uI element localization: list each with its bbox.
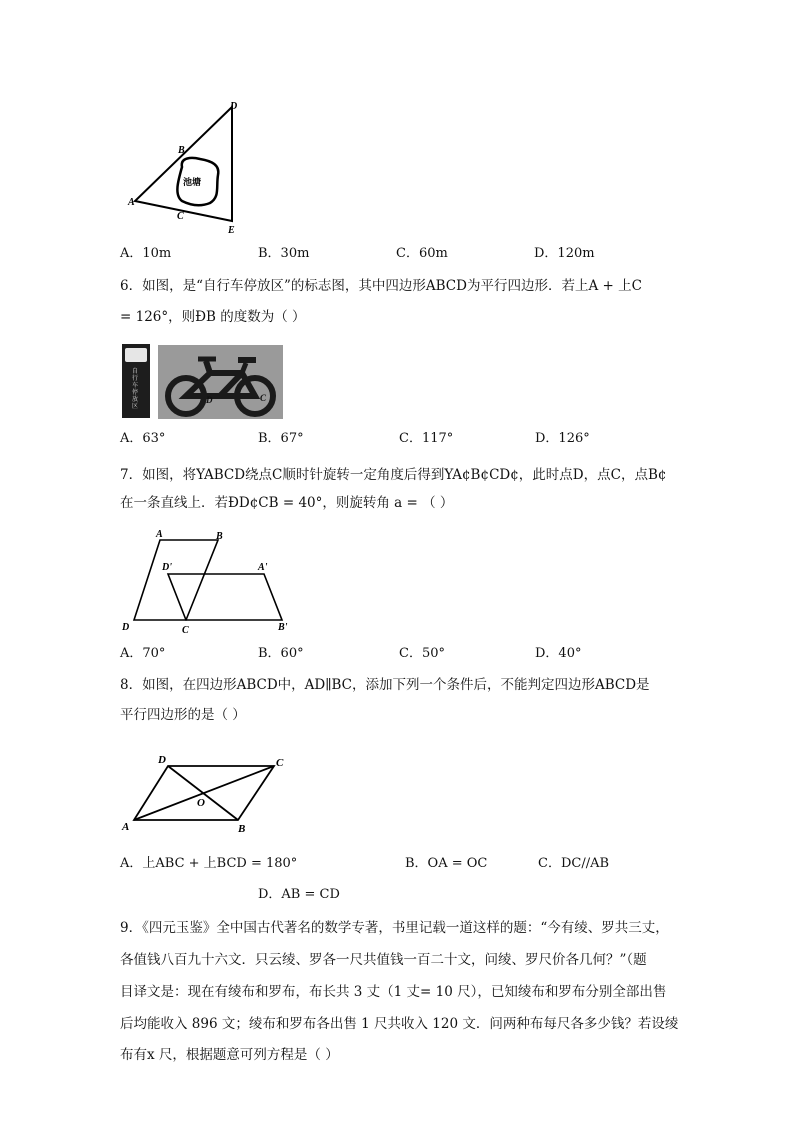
q8-option-a: A．上ABC + 上BCD = 180° — [120, 856, 298, 871]
bicycle-icon — [125, 348, 147, 362]
label-b: B — [216, 531, 223, 542]
label-d: D — [230, 101, 238, 112]
q9-line4: 后均能收入 896 文；绫布和罗布各出售 1 尺共收入 120 文．问两种布每尺各多少钱？若设绫 — [120, 1016, 679, 1032]
label-c: C — [276, 757, 284, 769]
label-c: C — [182, 625, 189, 636]
q7-option-a: A．70° — [120, 646, 166, 661]
q5-option-a: A．10m — [120, 246, 172, 261]
q9-line2: 各值钱八百九十六文．只云绫、罗各一尺共值钱一百二十文，问绫、罗尺价各几何？”（题 — [120, 952, 647, 968]
q6-option-a: A．63° — [120, 431, 166, 446]
q9-line1: 9．《四元玉鉴》全中国古代著名的数学专著，书里记载一道这样的题：“今有绫、罗共三丈， — [120, 920, 669, 936]
label-b: B — [238, 823, 246, 835]
label-a: A — [156, 529, 163, 540]
parking-sign-image — [122, 344, 150, 418]
q8-option-b: B．OA = OC — [405, 856, 488, 871]
pond-label: 池塘 — [183, 177, 202, 187]
q9-line5: 布有x 尺，根据题意可列方程是（ ） — [120, 1047, 339, 1063]
q6-line2: = 126°，则ÐB 的度数为（ ） — [120, 309, 306, 325]
q8-line1: 8．如图，在四边形ABCD中，AD∥BC，添加下列一个条件后，不能判定四边形ABCD是 — [120, 677, 650, 693]
label-e: E — [228, 225, 235, 235]
q5-option-b: B．30m — [258, 246, 310, 261]
parallelogram-diagonals-figure — [118, 750, 293, 838]
q9-line3: 目译文是：现在有绫布和罗布，布长共 3 丈（1 丈= 10 尺），已知绫布和罗布分别全部出售 — [120, 984, 667, 1000]
q5-option-c: C．60m — [396, 246, 448, 261]
q7-option-b: B．60° — [258, 646, 304, 661]
label-b-prime: B' — [278, 622, 288, 633]
label-a: A — [128, 197, 135, 208]
q8-option-c: C．DC//AB — [538, 856, 610, 871]
label-b: B — [178, 145, 185, 156]
q6-option-b: B．67° — [258, 431, 304, 446]
q6-option-c: C．117° — [399, 431, 454, 446]
bicycle-photo — [158, 345, 283, 419]
label-a-prime: A' — [258, 562, 268, 573]
q7-line1: 7．如图，将YABCD绕点C顺时针旋转一定角度后得到YA¢B¢CD¢，此时点D，点C，点B¢ — [120, 467, 667, 483]
label-d-prime: D' — [162, 562, 172, 573]
label-o: O — [197, 797, 205, 809]
triangle-pond-figure — [120, 95, 250, 235]
q7-option-d: D．40° — [535, 646, 582, 661]
q8-option-d: D．AB = CD — [258, 887, 340, 902]
q6-option-d: D．126° — [535, 431, 590, 446]
q5-option-d: D．120m — [534, 246, 595, 261]
label-d: D — [158, 754, 166, 766]
q8-line2: 平行四边形的是（ ） — [120, 707, 246, 723]
sign-caption: 自行车停放区 — [132, 368, 139, 410]
label-d: D — [122, 622, 130, 633]
rotation-parallelogram-figure — [118, 528, 293, 636]
q6-line1: 6．如图，是“自行车停放区”的标志图，其中四边形ABCD为平行四边形．若上A + 上C — [120, 278, 642, 294]
q7-line2: 在一条直线上．若ÐD¢CB = 40°，则旋转角 a = （ ） — [120, 495, 454, 511]
label-c: C — [177, 211, 184, 222]
q7-option-c: C．50° — [399, 646, 445, 661]
bike-label-d: D — [206, 395, 213, 405]
label-a: A — [122, 821, 130, 833]
bike-label-c: C — [260, 393, 267, 403]
